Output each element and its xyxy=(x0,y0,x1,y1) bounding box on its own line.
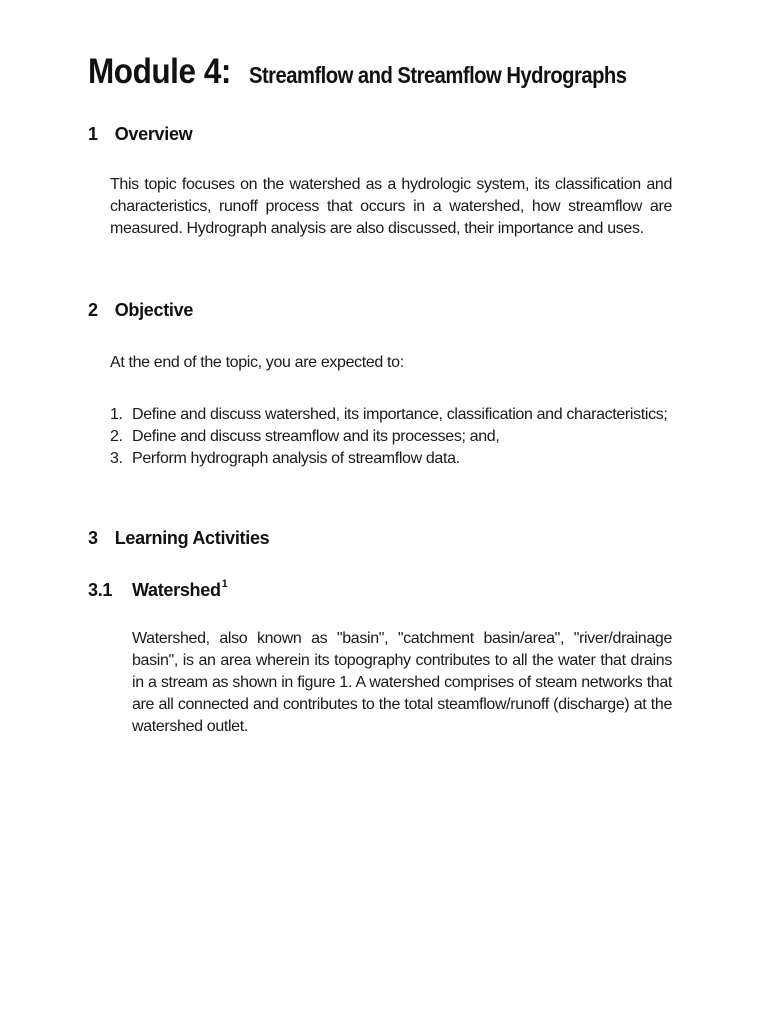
subsection-title: Watershed xyxy=(132,580,221,600)
list-item xyxy=(110,448,680,470)
section-title: Objective xyxy=(114,300,194,320)
list-item xyxy=(110,404,680,426)
list-item-text: Perform hydrograph analysis of streamflow data. xyxy=(132,450,460,467)
footnote-marker: 1 xyxy=(221,578,228,590)
section-number: 3 xyxy=(88,528,98,548)
watershed-paragraph: Watershed, also known as "basin", "catchment basin/area", "river/drainage basin", is an area wherein its topography contributes to all the water that drains in a stream as shown in figure 1. A watershed comprises of steam networks that are all connected and contributes to the total steamflow/runoff (discharge) at the watershed outlet. xyxy=(132,630,672,735)
objective-list xyxy=(110,404,680,470)
list-item xyxy=(110,426,680,448)
section-number: 1 xyxy=(88,124,98,144)
overview-paragraph: This topic focuses on the watershed as a hydrologic system, its classification and characteristics, runoff process that occurs in a watershed, how streamflow are measured. Hydrograph analysis are also discussed, their importance and uses. xyxy=(110,176,672,237)
section-heading-objective xyxy=(88,300,193,321)
list-item-number: 2. xyxy=(110,428,123,445)
module-label: Module 4: xyxy=(88,52,231,91)
module-subtitle: Streamflow and Streamflow Hydrographs xyxy=(249,62,627,88)
list-item-text: Define and discuss streamflow and its processes; and, xyxy=(132,428,500,445)
list-item-number: 3. xyxy=(110,450,123,467)
objective-intro: At the end of the topic, you are expected to: xyxy=(110,354,404,371)
page-title xyxy=(88,52,678,92)
list-item-number: 1. xyxy=(110,406,123,423)
subsection-heading-watershed xyxy=(88,580,227,601)
section-heading-overview xyxy=(88,124,192,145)
section-title: Learning Activities xyxy=(114,528,270,548)
subsection-number: 3.1 xyxy=(88,580,113,600)
section-title: Overview xyxy=(114,124,193,144)
section-number: 2 xyxy=(88,300,98,320)
section-heading-learning-activities xyxy=(88,528,269,549)
list-item-text: Define and discuss watershed, its importance, classification and characteristics; xyxy=(132,406,668,423)
